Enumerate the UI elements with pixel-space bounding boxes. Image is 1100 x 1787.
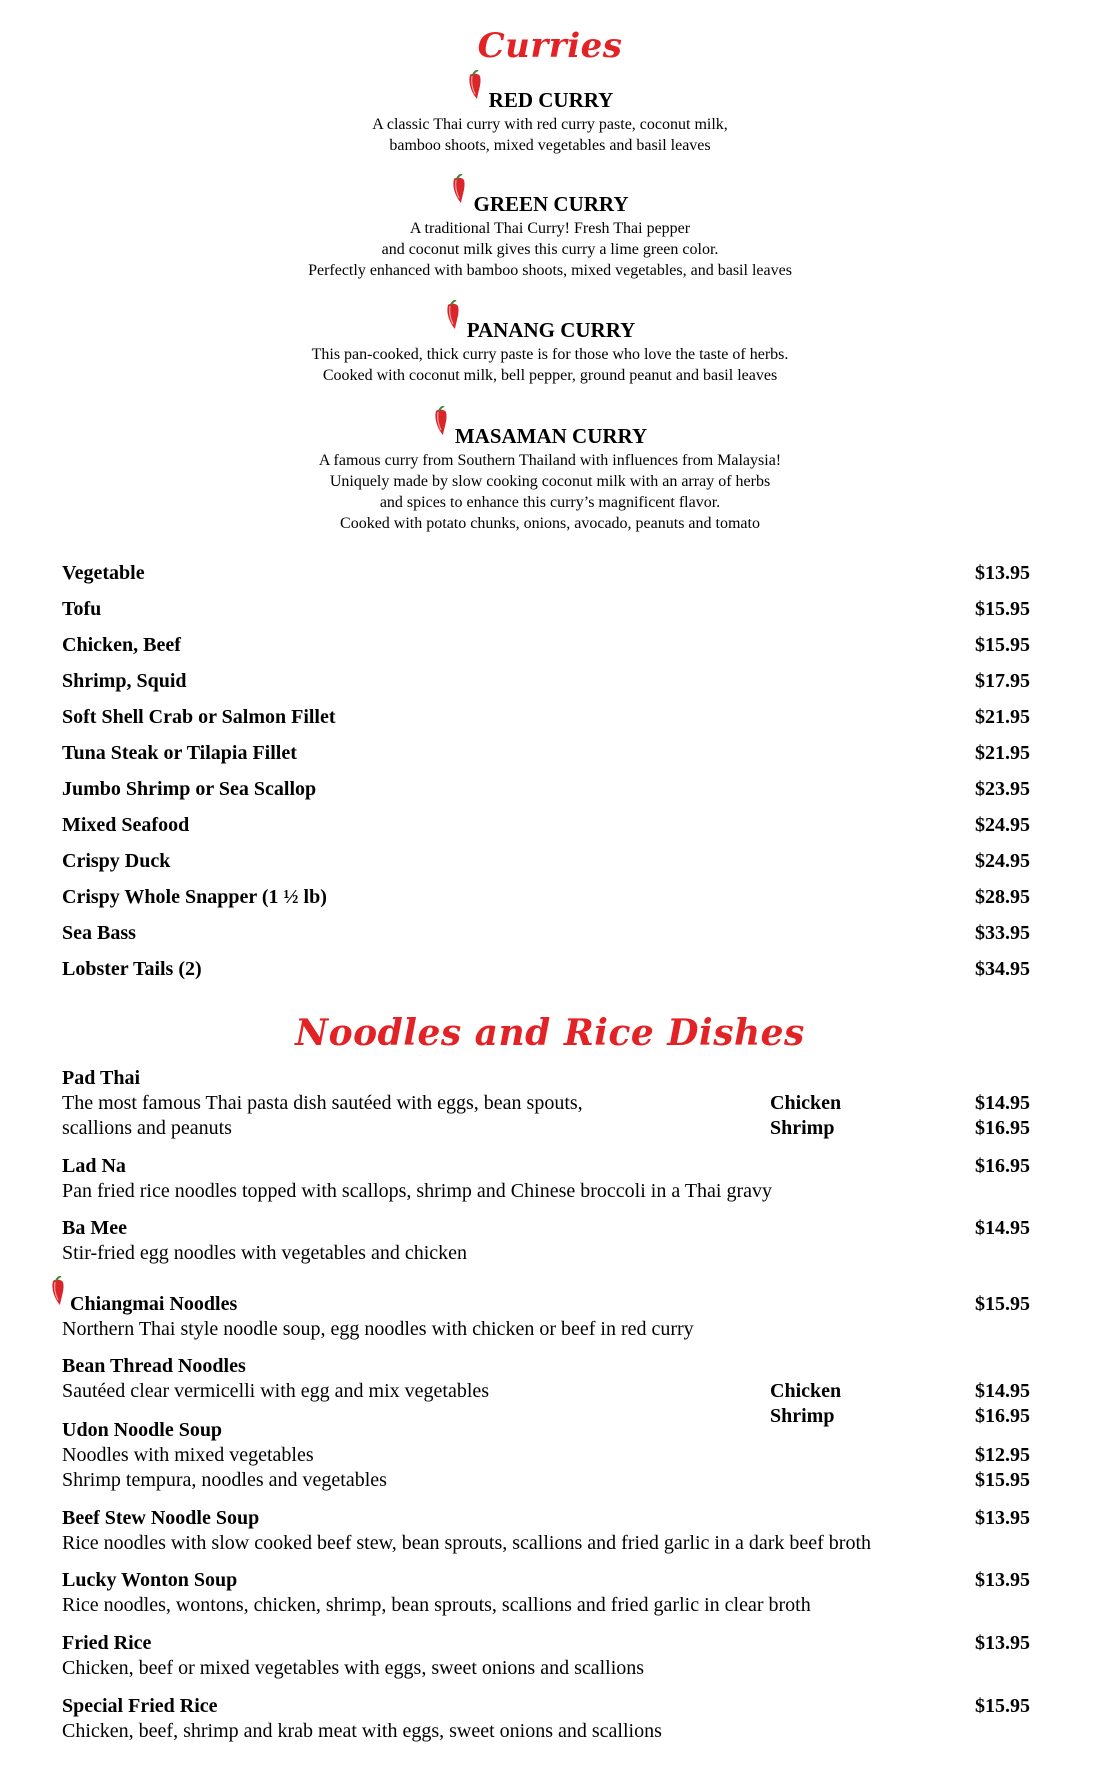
protein-option-label: Crispy Duck — [62, 850, 171, 872]
protein-option-label: Mixed Seafood — [62, 814, 190, 836]
dish-description: Chicken, beef or mixed vegetables with eggs, sweet onions and scallions — [62, 1657, 645, 1679]
dish-description-line — [62, 1656, 1030, 1681]
dish-option: Shrimp — [770, 1405, 835, 1427]
dish-price: $14.95 — [975, 1217, 1030, 1239]
curry-price-row — [62, 886, 1030, 914]
dish-header — [62, 1568, 1030, 1593]
dish-option-price: $16.95 — [975, 1117, 1030, 1139]
protein-option-label: Tuna Steak or Tilapia Fillet — [62, 742, 297, 764]
curry-item — [0, 88, 1100, 156]
curry-description-line: bamboo shoots, mixed vegetables and basil leaves — [389, 137, 711, 154]
dish-price: $15.95 — [975, 1695, 1030, 1717]
protein-option-label: Lobster Tails (2) — [62, 958, 202, 980]
curry-description — [0, 450, 1100, 534]
dish-description: The most famous Thai pasta dish sautéed with eggs, bean spouts, — [62, 1092, 583, 1114]
dish-description-line — [62, 1116, 1030, 1141]
dish-description: Sautéed clear vermicelli with egg and mix vegetables — [62, 1380, 490, 1402]
protein-option-price: $23.95 — [975, 778, 1030, 800]
protein-option-price: $15.95 — [975, 634, 1030, 656]
dish-name: Special Fried Rice — [62, 1695, 218, 1717]
protein-option-price: $15.95 — [975, 598, 1030, 620]
chili-pepper-icon — [433, 406, 449, 442]
dish-description: Noodles with mixed vegetables — [62, 1444, 314, 1466]
curry-description-line: Perfectly enhanced with bamboo shoots, mixed vegetables, and basil leaves — [308, 262, 792, 279]
protein-option-price: $28.95 — [975, 886, 1030, 908]
dish-description: Shrimp tempura, noodles and vegetables — [62, 1469, 387, 1491]
dish-option-price: $16.95 — [975, 1405, 1030, 1427]
dish-option: Shrimp — [770, 1117, 835, 1139]
chili-pepper-icon — [445, 300, 461, 336]
curry-description-line: A traditional Thai Curry! Fresh Thai pepper — [409, 220, 691, 237]
protein-option-label: Sea Bass — [62, 922, 136, 944]
curry-description — [0, 344, 1100, 386]
dish-name: Chiangmai Noodles — [70, 1293, 238, 1315]
curry-price-row — [62, 706, 1030, 734]
curry-name: MASAMAN CURRY — [453, 424, 647, 449]
curry-description — [0, 218, 1100, 281]
protein-option-label: Soft Shell Crab or Salmon Fillet — [62, 706, 336, 728]
dish-description-line — [62, 1241, 1030, 1266]
curries-section-title: Curries — [477, 26, 623, 66]
dish-description: Rice noodles with slow cooked beef stew, bean sprouts, scallions and fried garlic in a dark beef broth — [62, 1532, 872, 1554]
dish-header — [62, 1506, 1030, 1531]
dish-item — [62, 1216, 1030, 1266]
protein-option-price: $33.95 — [975, 922, 1030, 944]
dish-item — [62, 1418, 1030, 1493]
curry-price-row — [62, 850, 1030, 878]
dish-description-line — [62, 1091, 1030, 1116]
dish-description-line — [62, 1443, 1030, 1468]
protein-option-label: Tofu — [62, 598, 102, 620]
curry-description-line: A famous curry from Southern Thailand with influences from Malaysia! — [318, 452, 782, 469]
curry-description-line: This pan-cooked, thick curry paste is for those who love the taste of herbs. — [311, 346, 789, 363]
dish-header — [62, 1418, 1030, 1443]
dish-option: Chicken — [770, 1092, 842, 1114]
dish-header — [62, 1216, 1030, 1241]
dish-header — [62, 1694, 1030, 1719]
dish-header — [62, 1292, 1030, 1317]
dish-name: Lad Na — [62, 1155, 126, 1177]
dish-item — [62, 1506, 1030, 1556]
protein-option-price: $24.95 — [975, 814, 1030, 836]
curry-price-row — [62, 562, 1030, 590]
curry-name: GREEN CURRY — [471, 192, 628, 217]
dish-description: Rice noodles, wontons, chicken, shrimp, bean sprouts, scallions and fried garlic in clear broth — [62, 1594, 811, 1616]
dish-description-line — [62, 1379, 1030, 1404]
dish-item — [62, 1568, 1030, 1618]
protein-option-price: $34.95 — [975, 958, 1030, 980]
protein-option-price: $21.95 — [975, 742, 1030, 764]
curry-description-line: Cooked with coconut milk, bell pepper, ground peanut and basil leaves — [322, 367, 778, 384]
protein-option-price: $13.95 — [975, 562, 1030, 584]
dish-item — [62, 1154, 1030, 1204]
curry-price-row — [62, 598, 1030, 626]
dish-description: Stir-fried egg noodles with vegetables and chicken — [62, 1242, 468, 1264]
protein-option-label: Jumbo Shrimp or Sea Scallop — [62, 778, 317, 800]
dish-name: Lucky Wonton Soup — [62, 1569, 238, 1591]
dish-name: Ba Mee — [62, 1217, 127, 1239]
curry-description — [0, 114, 1100, 156]
dish-name: Fried Rice — [62, 1632, 152, 1654]
chili-pepper-icon — [467, 70, 483, 106]
dish-name: Udon Noodle Soup — [62, 1419, 223, 1441]
curry-item — [0, 424, 1100, 534]
dish-price: $15.95 — [975, 1293, 1030, 1315]
dish-item — [62, 1694, 1030, 1744]
curry-description-line: Cooked with potato chunks, onions, avocado, peanuts and tomato — [340, 515, 760, 532]
curry-price-row — [62, 958, 1030, 986]
dish-option-price: $14.95 — [975, 1380, 1030, 1402]
dish-item — [62, 1292, 1030, 1342]
dish-description: Northern Thai style noodle soup, egg noodles with chicken or beef in red curry — [62, 1318, 694, 1340]
dish-name: Beef Stew Noodle Soup — [62, 1507, 260, 1529]
dish-description: scallions and peanuts — [62, 1117, 232, 1139]
dish-price: $13.95 — [975, 1569, 1030, 1591]
curry-price-row — [62, 814, 1030, 842]
dish-description-line — [62, 1179, 1030, 1204]
dish-option-price: $14.95 — [975, 1092, 1030, 1114]
dish-option: Chicken — [770, 1380, 842, 1402]
dish-header — [62, 1154, 1030, 1179]
curry-description-line: and coconut milk gives this curry a lime green color. — [381, 241, 719, 258]
dish-option-price: $15.95 — [975, 1469, 1030, 1491]
curry-item — [0, 192, 1100, 281]
dish-header — [62, 1631, 1030, 1656]
curry-price-row — [62, 922, 1030, 950]
dish-name: Bean Thread Noodles — [62, 1355, 246, 1377]
curry-name: RED CURRY — [487, 88, 614, 113]
dish-item — [62, 1066, 1030, 1141]
dish-option-price: $12.95 — [975, 1444, 1030, 1466]
dish-description: Chicken, beef, shrimp and krab meat with eggs, sweet onions and scallions — [62, 1720, 662, 1742]
dish-description: Pan fried rice noodles topped with scallops, shrimp and Chinese broccoli in a Thai gravy — [62, 1180, 773, 1202]
dish-item — [62, 1631, 1030, 1681]
dish-description-line — [62, 1317, 1030, 1342]
protein-option-label: Shrimp, Squid — [62, 670, 187, 692]
curry-price-row — [62, 634, 1030, 662]
chili-pepper-icon — [451, 174, 467, 210]
curry-name: PANANG CURRY — [465, 318, 636, 343]
dish-header — [62, 1066, 1030, 1091]
dish-description-line — [62, 1531, 1030, 1556]
curry-item — [0, 318, 1100, 386]
dish-name: Pad Thai — [62, 1067, 140, 1089]
protein-option-price: $17.95 — [975, 670, 1030, 692]
curry-description-line: A classic Thai curry with red curry paste, coconut milk, — [372, 116, 728, 133]
dish-price: $13.95 — [975, 1632, 1030, 1654]
curry-price-row — [62, 742, 1030, 770]
protein-option-price: $24.95 — [975, 850, 1030, 872]
curry-description-line: Uniquely made by slow cooking coconut milk with an array of herbs — [329, 473, 771, 490]
dish-header — [62, 1354, 1030, 1379]
protein-option-label: Chicken, Beef — [62, 634, 181, 656]
dish-description-line — [62, 1593, 1030, 1618]
dish-description-line — [62, 1468, 1030, 1493]
dish-description-line — [62, 1719, 1030, 1744]
curry-description-line: and spices to enhance this curry’s magnificent flavor. — [379, 494, 721, 511]
noodles-section-title: Noodles and Rice Dishes — [295, 1012, 805, 1054]
curry-price-row — [62, 670, 1030, 698]
curry-price-row — [62, 778, 1030, 806]
dish-price: $16.95 — [975, 1155, 1030, 1177]
protein-option-price: $21.95 — [975, 706, 1030, 728]
protein-option-label: Vegetable — [62, 562, 145, 584]
protein-option-label: Crispy Whole Snapper (1 ½ lb) — [62, 886, 327, 908]
dish-price: $13.95 — [975, 1507, 1030, 1529]
